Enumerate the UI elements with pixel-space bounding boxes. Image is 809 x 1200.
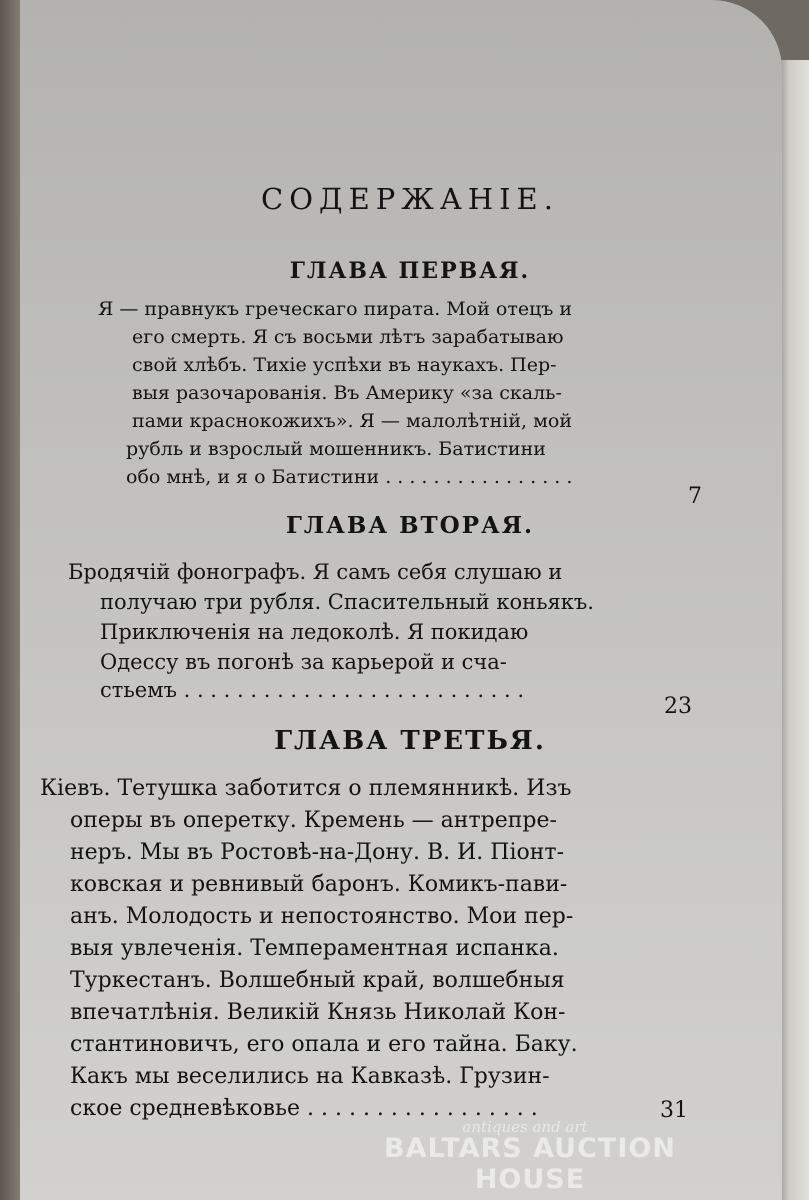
watermark-brand: BALTARS AUCTION HOUSE (384, 1133, 676, 1195)
chapter-2-line: стьемъ . . . . . . . . . . . . . . . . . . . . . . . . . . (100, 678, 525, 702)
chapter-3-page-number: 31 (660, 1098, 688, 1123)
chapter-3-line: Кіевъ. Тетушка заботится о племянникѣ. Изъ (40, 776, 572, 801)
chapter-3-line: ское средневѣковье . . . . . . . . . . . . . . . . . (70, 1096, 538, 1121)
chapter-3-line: Туркестанъ. Волшебный край, волшебныя (70, 968, 565, 993)
chapter-2-line: Одессу въ погонѣ за карьерой и сча- (100, 650, 507, 674)
chapter-3-line: выя увлеченія. Темпераментная испанка. (70, 936, 559, 961)
chapter-2-line: Бродячій фонографъ. Я самъ себя слушаю и (68, 560, 563, 584)
chapter-2-heading: ГЛАВА ВТОРАЯ. (285, 512, 535, 539)
chapter-3-line: впечатлѣнія. Великій Князь Николай Кон- (70, 1000, 566, 1025)
chapter-1-line: свой хлѣбъ. Тихіе успѣхи въ наукахъ. Пер- (132, 354, 557, 376)
chapter-1-line: рубль и взрослый мошенникъ. Батистини (126, 438, 546, 460)
chapter-1-line: его смерть. Я съ восьми лѣтъ зарабатываю (132, 326, 564, 348)
chapter-3-line: стантиновичъ, его опала и его тайна. Баку. (70, 1032, 578, 1057)
chapter-2-page-number: 23 (664, 694, 692, 719)
chapter-3-line: анъ. Молодость и непостоянство. Мои пер- (70, 904, 574, 929)
chapter-1-heading: ГЛАВА ПЕРВАЯ. (289, 258, 531, 284)
chapter-3-line: оперы въ оперетку. Кремень — антрепре- (70, 808, 557, 833)
chapter-3-line: ковская и ревнивый баронъ. Комикъ-пави- (70, 872, 568, 897)
chapter-1-page-number: 7 (688, 484, 702, 509)
chapter-1-line: выя разочарованія. Въ Америку «за скаль- (132, 382, 562, 404)
book-page (20, 0, 782, 1200)
chapter-2-line: Приключенія на ледоколѣ. Я покидаю (100, 620, 529, 644)
watermark-tagline: antiques and art (462, 1118, 588, 1136)
chapter-1-line: Я — правнукъ греческаго пирата. Мой отецъ и (98, 298, 573, 320)
chapter-1-line: пами краснокожихъ». Я — малолѣтній, мой (132, 410, 572, 432)
chapter-3-line: неръ. Мы въ Ростовѣ-на-Дону. В. И. Піонт- (70, 840, 565, 865)
chapter-1-line: обо мнѣ, и я о Батистини . . . . . . . . . . . . . . . . (126, 466, 573, 488)
page-title: СОДЕРЖАНІЕ. (261, 182, 559, 216)
chapter-2-line: получаю три рубля. Спасительный коньякъ. (100, 590, 594, 614)
chapter-3-heading: ГЛАВА ТРЕТЬЯ. (274, 726, 546, 756)
chapter-3-line: Какъ мы веселились на Кавказѣ. Грузин- (70, 1064, 550, 1089)
